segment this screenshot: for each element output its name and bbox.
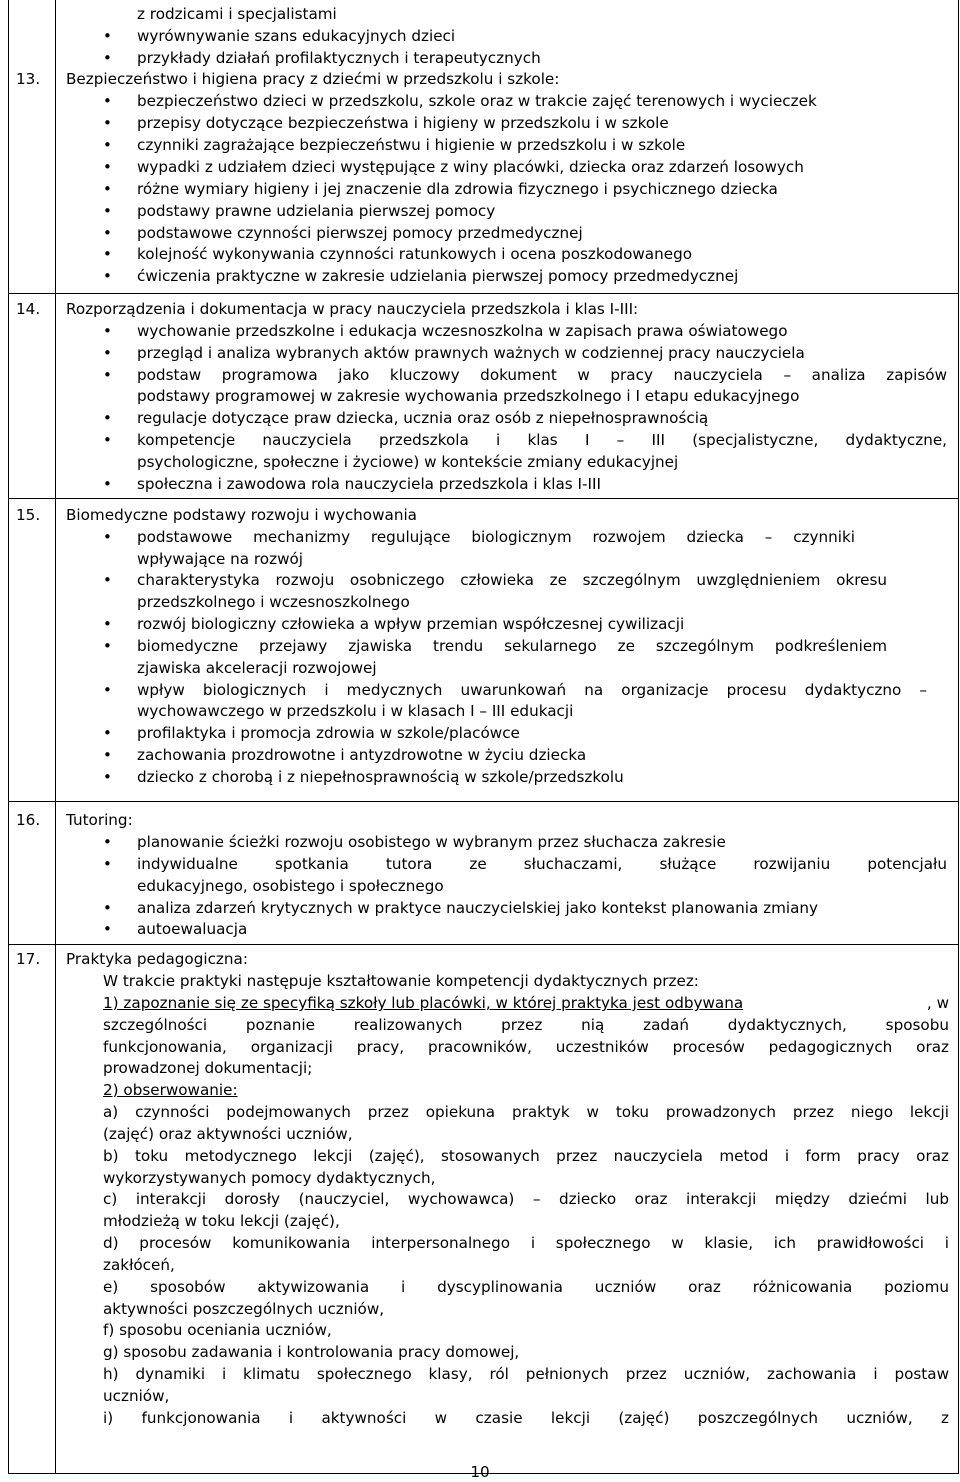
- bullet-icon: •: [103, 899, 112, 917]
- bullet-icon: •: [103, 571, 112, 589]
- list-item-continuation: psychologiczne, społeczne i życiowe) w kontekście zmiany edukacyjnej: [137, 453, 679, 471]
- list-item: różne wymiary higieny i jej znaczenie dla zdrowia fizycznego i psychicznego dziecka: [137, 180, 778, 198]
- paragraph-line: młodzieżą w toku lekcji (zajęć),: [103, 1212, 340, 1230]
- list-item: podstawowe czynności pierwszej pomocy przedmedycznej: [137, 224, 583, 242]
- list-item: podstaw programowa jako kluczowy dokument w pracy nauczyciela – analiza zapisów: [137, 366, 947, 384]
- list-item: kompetencje nauczyciela przedszkola i klas I – III (specjalistyczne, dydaktyczne,: [137, 431, 947, 449]
- list-item: biomedyczne przejawy zjawiska trendu sekularnego ze szczególnym podkreśleniem: [137, 637, 887, 655]
- paragraph-line: (zajęć) oraz aktywności uczniów,: [103, 1125, 353, 1143]
- bullet-icon: •: [103, 267, 112, 285]
- bullet-icon: •: [103, 724, 112, 742]
- list-item: wyrównywanie szans edukacyjnych dzieci: [137, 27, 456, 45]
- paragraph-line: uczniów,: [103, 1387, 170, 1405]
- bullet-icon: •: [103, 637, 112, 655]
- list-item: rozwój biologiczny człowieka a wpływ przemian współczesnej cywilizacji: [137, 615, 685, 633]
- paragraph-line: funkcjonowania, organizacji pracy, pracowników, uczestników procesów pedagogicznych oraz: [103, 1038, 949, 1056]
- bullet-icon: •: [103, 180, 112, 198]
- bullet-icon: •: [103, 27, 112, 45]
- list-item: charakterystyka rozwoju osobniczego człowieka ze szczególnym uwzględnieniem okresu: [137, 571, 887, 589]
- list-item: zachowania prozdrowotne i antyzdrowotne w życiu dziecka: [137, 746, 587, 764]
- bullet-icon: •: [103, 114, 112, 132]
- bullet-icon: •: [103, 768, 112, 786]
- row-divider-14: [8, 293, 959, 294]
- paragraph-line-underlined: [103, 1080, 238, 1101]
- list-item: czynniki zagrażające bezpieczeństwu i higienie w przedszkolu i w szkole: [137, 136, 686, 154]
- bullet-icon: •: [103, 224, 112, 242]
- list-item: analiza zdarzeń krytycznych w praktyce nauczycielskiej jako kontekst planowania zmiany: [137, 899, 819, 917]
- paragraph-line: e) sposobów aktywizowania i dyscyplinowania uczniów oraz różnicowania poziomu: [103, 1278, 949, 1296]
- list-item: profilaktyka i promocja zdrowia w szkole/placówce: [137, 724, 520, 742]
- list-item: podstawowe mechanizmy regulujące biologicznym rozwojem dziecka – czynniki: [137, 528, 855, 546]
- list-item: kolejność wykonywania czynności ratunkowych i ocena poszkodowanego: [137, 245, 693, 263]
- bullet-icon: •: [103, 528, 112, 546]
- bullet-icon: •: [103, 49, 112, 67]
- list-item: społeczna i zawodowa rola nauczyciela przedszkola i klas I-III: [137, 475, 601, 493]
- page-number: 10: [470, 1463, 490, 1481]
- bullet-icon: •: [103, 409, 112, 427]
- section-title: Bezpieczeństwo i higiena pracy z dziećmi w przedszkolu i szkole:: [66, 70, 560, 88]
- list-item: podstawy prawne udzielania pierwszej pomocy: [137, 202, 496, 220]
- list-item: indywidualne spotkania tutora ze słuchaczami, służące rozwijaniu potencjału: [137, 855, 947, 873]
- paragraph-line: prowadzonej dokumentacji;: [103, 1059, 313, 1077]
- bullet-icon: •: [103, 366, 112, 384]
- paragraph-line: f) sposobu oceniania uczniów,: [103, 1321, 332, 1339]
- section-number: 17.: [16, 950, 41, 968]
- bullet-icon: •: [103, 202, 112, 220]
- underlined-text: 2) obserwowanie:: [103, 1081, 238, 1099]
- bullet-icon: •: [103, 344, 112, 362]
- paragraph-line: c) interakcji dorosły (nauczyciel, wychowawca) – dziecko oraz interakcji między dziećmi lub: [103, 1190, 949, 1208]
- list-item: wypadki z udziałem dzieci występujące z winy placówki, dziecka oraz zdarzeń losowych: [137, 158, 804, 176]
- bullet-icon: •: [103, 681, 112, 699]
- row-divider-15: [8, 498, 959, 499]
- section-title: Rozporządzenia i dokumentacja w pracy nauczyciela przedszkola i klas I-III:: [66, 300, 639, 318]
- list-item-continuation: przedszkolnego i wczesnoszkolnego: [137, 593, 410, 611]
- table-border-right: [958, 0, 959, 1474]
- paragraph-line: i) funkcjonowania i aktywności w czasie lekcji (zajęć) poszczególnych uczniów, z: [103, 1409, 949, 1427]
- paragraph-line: d) procesów komunikowania interpersonalnego i społecznego w klasie, ich prawidłowości i: [103, 1234, 949, 1252]
- list-item: planowanie ścieżki rozwoju osobistego w wybranym przez słuchacza zakresie: [137, 833, 726, 851]
- bullet-icon: •: [103, 92, 112, 110]
- bullet-icon: •: [103, 855, 112, 873]
- paragraph-line: a) czynności podejmowanych przez opiekuna praktyk w toku prowadzonych przez niego lekcji: [103, 1103, 949, 1121]
- list-item: autoewaluacja: [137, 920, 248, 938]
- list-item: przepisy dotyczące bezpieczeństwa i higieny w przedszkolu i w szkole: [137, 114, 669, 132]
- list-item-continuation: podstawy programowej w zakresie wychowania przedszkolnego i I etapu edukacyjnego: [137, 387, 800, 405]
- paragraph-line: W trakcie praktyki następuje kształtowanie kompetencji dydaktycznych przez:: [103, 972, 699, 990]
- paragraph-line-underlined: [103, 993, 949, 1014]
- table-column-divider: [55, 0, 56, 1474]
- table-border-left: [8, 0, 9, 1474]
- paragraph-text: , w: [926, 994, 949, 1012]
- list-item: przykłady działań profilaktycznych i terapeutycznych: [137, 49, 541, 67]
- paragraph-line: aktywności poszczególnych uczniów,: [103, 1300, 385, 1318]
- list-item-continuation: wychowawczego w przedszkolu i w klasach I – III edukacji: [137, 702, 574, 720]
- list-item-continuation: zjawiska akceleracji rozwojowej: [137, 659, 377, 677]
- list-item: wychowanie przedszkolne i edukacja wczesnoszkolna w zapisach prawa oświatowego: [137, 322, 788, 340]
- bullet-icon: •: [103, 158, 112, 176]
- bullet-icon: •: [103, 615, 112, 633]
- bullet-icon: •: [103, 920, 112, 938]
- section-title: Praktyka pedagogiczna:: [66, 950, 248, 968]
- bullet-icon: •: [103, 833, 112, 851]
- paragraph-line: wykorzystywanych pomocy dydaktycznych,: [103, 1169, 436, 1187]
- bullet-icon: •: [103, 431, 112, 449]
- paragraph-line: b) toku metodycznego lekcji (zajęć), stosowanych przez nauczyciela metod i form pracy oraz: [103, 1147, 949, 1165]
- section-number: 13.: [16, 70, 41, 88]
- list-item: dziecko z chorobą i z niepełnosprawnością w szkole/przedszkolu: [137, 768, 624, 786]
- paragraph-line: g) sposobu zadawania i kontrolowania pracy domowej,: [103, 1343, 520, 1361]
- bullet-icon: •: [103, 322, 112, 340]
- bullet-icon: •: [103, 746, 112, 764]
- section-title: Tutoring:: [66, 811, 133, 829]
- section-number: 16.: [16, 811, 41, 829]
- list-item: ćwiczenia praktyczne w zakresie udzielania pierwszej pomocy przedmedycznej: [137, 267, 739, 285]
- paragraph-line: zakłóceń,: [103, 1256, 175, 1274]
- row-divider-16: [8, 801, 959, 802]
- section-title: Biomedyczne podstawy rozwoju i wychowania: [66, 506, 417, 524]
- bullet-icon: •: [103, 136, 112, 154]
- section-number: 15.: [16, 506, 41, 524]
- section-number: 14.: [16, 300, 41, 318]
- underlined-text: 1) zapoznanie się ze specyfiką szkoły lub placówki, w której praktyka jest odbywana: [103, 994, 744, 1012]
- list-item-continuation: wpływające na rozwój: [137, 550, 304, 568]
- list-item-continuation: edukacyjnego, osobistego i społecznego: [137, 877, 444, 895]
- list-item: regulacje dotyczące praw dziecka, ucznia oraz osób z niepełnosprawnością: [137, 409, 709, 427]
- paragraph-line: h) dynamiki i klimatu społecznego klasy, ról pełnionych przez uczniów, zachowania i postaw: [103, 1365, 949, 1383]
- list-item: z rodzicami i specjalistami: [137, 5, 337, 23]
- paragraph-line: szczególności poznanie realizowanych przez nią zadań dydaktycznych, sposobu: [103, 1016, 949, 1034]
- row-divider-17: [8, 944, 959, 945]
- list-item: wpływ biologicznych i medycznych uwarunkowań na organizacje procesu dydaktyczno –: [137, 681, 927, 699]
- list-item: przegląd i analiza wybranych aktów prawnych ważnych w codziennej pracy nauczyciela: [137, 344, 805, 362]
- bullet-icon: •: [103, 245, 112, 263]
- bullet-icon: •: [103, 475, 112, 493]
- list-item: bezpieczeństwo dzieci w przedszkolu, szkole oraz w trakcie zajęć terenowych i wycieczek: [137, 92, 817, 110]
